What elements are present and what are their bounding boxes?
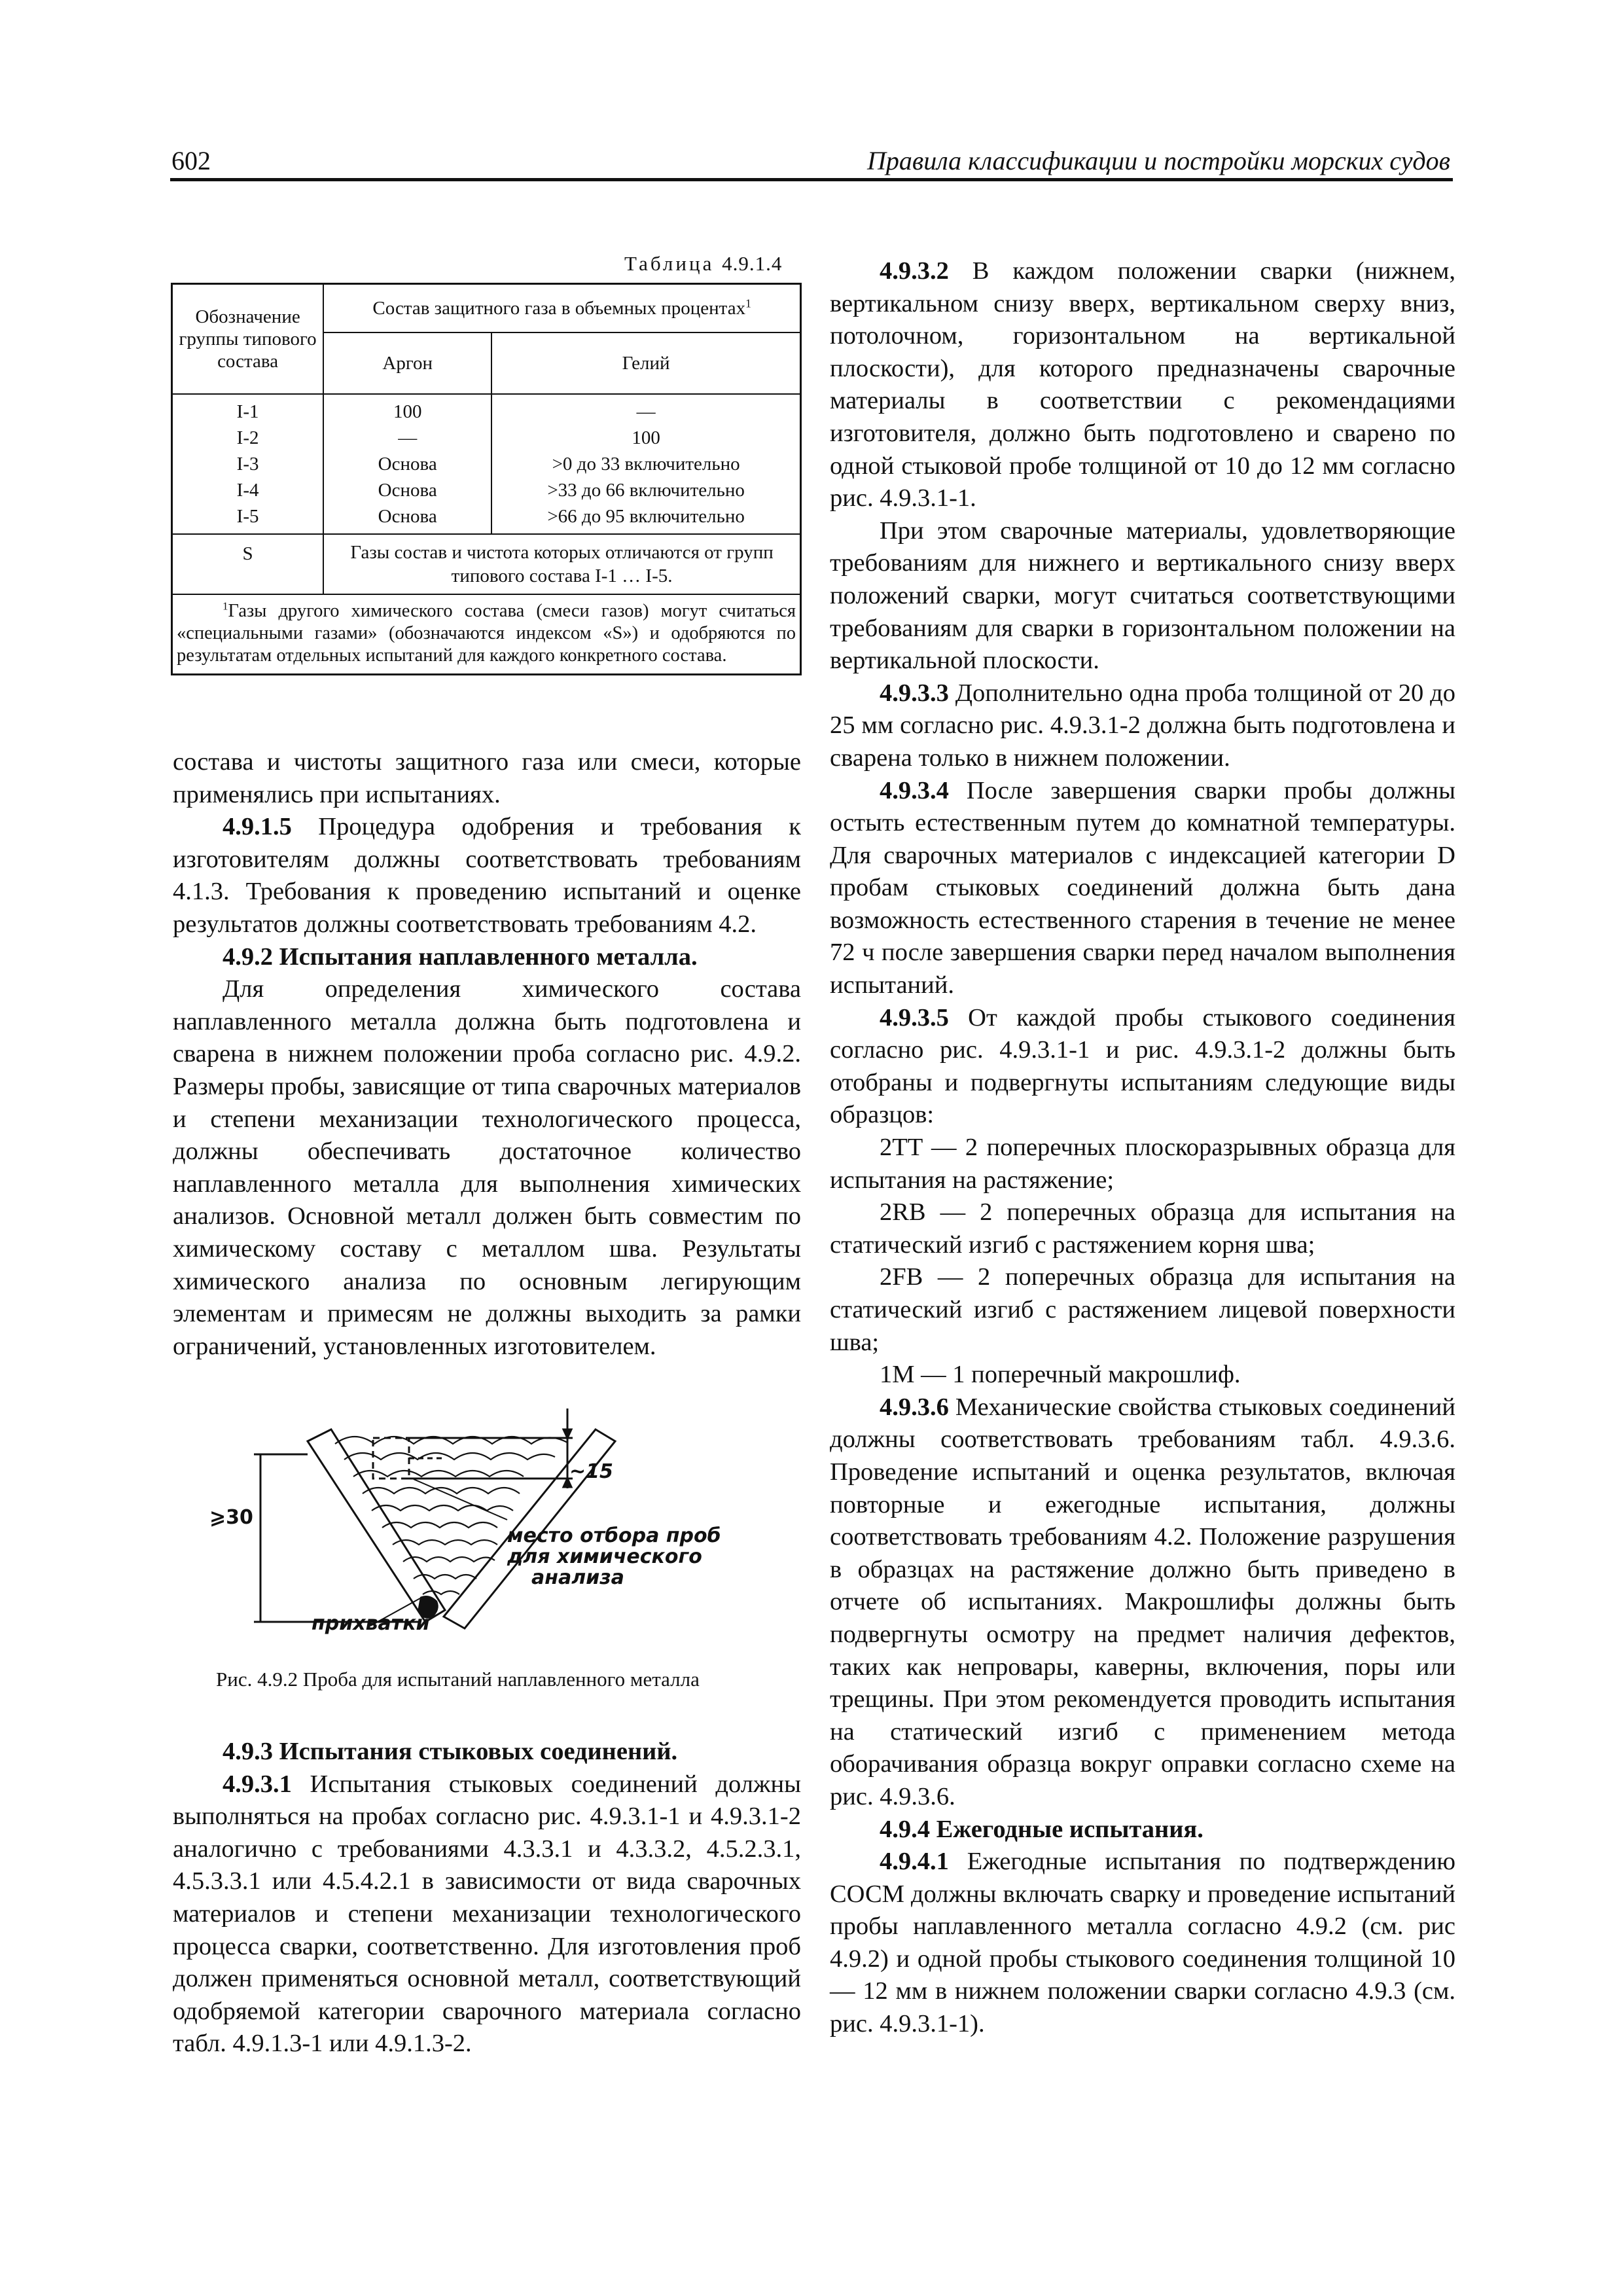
group-cell: I-2: [236, 427, 259, 448]
special-group-cell: S: [172, 534, 324, 594]
table-caption: [624, 252, 782, 276]
paragraph: При этом сварочные материалы, удовлетворяющие требованиям для нижнего и вертикального снизу вверх положений сварки, могут считаться соответствующими требованиям для сварки в горизонтальном положении на вертикальной плоскости.: [830, 516, 1455, 675]
tacks-label: прихватки: [312, 1612, 430, 1635]
group-cell: I-1: [236, 401, 259, 422]
col-header-argon: Аргон: [323, 332, 491, 394]
footnote-marker: 1: [223, 600, 228, 612]
paragraph: состава и чистоты защитного газа или смеси, которые применялись при испытаниях.: [173, 748, 801, 808]
helium-cell: >33 до 66 включительно: [547, 479, 745, 501]
paragraph: 4.9.3.4 После завершения сварки пробы должны остыть естественным путем до комнатной температуры. Для сварочных материалов с индексацией категории D пробам стыковых соединений должна быть дана возможность естественного старения в течение не менее 72 ч после завершения сварки перед началом выполнения испытаний.: [830, 776, 1455, 999]
helium-cell: >66 до 95 включительно: [547, 505, 745, 527]
section-heading: 4.9.4 Ежегодные испытания.: [880, 1815, 1204, 1843]
paragraph: 4.9.3.2 В каждом положении сварки (нижнем, вертикальном снизу вверх, вертикальном сверху вниз, потолочном, горизонтальном на вертикальной плоскости), для которого предназначены сварочные материалы в соответствии с рекомендациями изготовителя, должно быть подготовлено и сварено по одной стыковой пробе толщиной от 10 до 12 мм согласно рис. 4.9.3.1-1.: [830, 257, 1455, 512]
argon-cell: Основа: [378, 453, 437, 475]
table-footnote-text: Газы другого химического состава (смеси газов) могут считаться «специальными газами» (обозначаются индексом «S») и одобряются по результатам отдельных испытаний для каждого конкретного состава.: [177, 600, 796, 666]
clause-number: 4.9.1.5: [223, 813, 292, 841]
paragraph: 4.9.4.1 Ежегодные испытания по подтверждению СОСМ должны включать сварку и проведение испытаний пробы наплавленного металла согласно 4.9.2 (см. рис 4.9.2) и одной пробы стыкового соединения толщиной 10 — 12 мм в нижнем положении сварки согласно 4.9.3 (см. рис. 4.9.3.1-1).: [830, 1848, 1455, 2038]
clause-number: 4.9.3.5: [880, 1003, 949, 1031]
col-header-composition: Состав защитного газа в объемных процентах$^1$: [323, 284, 800, 332]
paragraph: Для определения химического состава наплавленного металла должна быть подготовлена и сварена в нижнем положении проба согласно рис. 4.9.2. Размеры пробы, зависящие от типа сварочных материалов и степени механизации технологического процесса, должны обеспечивать достаточное количество наплавленного металла для выполнения химических анализов. Основной металл должен быть совместим по химическому составу с металлом шва. Результаты химического анализа по основным легирующим элементам и примесям не должны выходить за рамки ограничений, установленных изготовителем.: [173, 975, 801, 1360]
helium-cell: 100: [632, 427, 660, 448]
argon-list: [323, 394, 491, 534]
left-column-lower: [173, 1736, 801, 2060]
paragraph: 4.9.3.5 От каждой пробы стыкового соединения согласно рис. 4.9.3.1-1 и рис. 4.9.3.1-2 должны быть отобраны и подвергнуты испытаниям следующие виды образцов:: [830, 1003, 1455, 1129]
table-footnote: [172, 594, 801, 675]
sample-label-line2: для химического: [507, 1545, 702, 1568]
list-item: 1M — 1 поперечный макрошлиф.: [880, 1361, 1241, 1389]
col-header-helium: Гелий: [491, 332, 800, 394]
right-column: [830, 255, 1455, 2041]
clause-number: 4.9.3.1: [223, 1770, 292, 1798]
table-caption-number: 4.9.1.4: [722, 252, 783, 275]
group-cell: I-4: [236, 479, 259, 501]
helium-cell: >0 до 33 включительно: [552, 453, 740, 475]
group-cell: I-3: [236, 453, 259, 475]
paragraph: 4.9.3.3 Дополнительно одна проба толщиной от 20 до 25 мм согласно рис. 4.9.3.1-2 должна быть подготовлена и сварена только в нижнем положении.: [830, 679, 1455, 772]
dim-label-15: ~15: [569, 1460, 613, 1483]
figure-4-9-2: [209, 1389, 746, 1664]
list-item: 2TT — 2 поперечных плоскоразрывных образца для испытания на растяжение;: [830, 1134, 1455, 1194]
paragraph: 4.9.3.1 Испытания стыковых соединений должны выполняться на пробах согласно рис. 4.9.3.1-1 и 4.9.3.1-2 аналогично с требованиями 4.3.3.1 и 4.3.3.2, 4.5.2.3.1, 4.5.3.3.1 или 4.5.4.2.1 в зависимости от вида сварочных материалов и степени механизации технологического процесса сварки, соответственно. Для изготовления проб должен применяться основной металл, соответствующий одобряемой категории сварочного материала согласно табл. 4.9.1.3-1 или 4.9.1.3-2.: [173, 1770, 801, 2058]
col-header-group: Обозначение группы типового состава: [172, 284, 324, 394]
dim-label-30: ⩾30: [209, 1506, 253, 1529]
clause-number: 4.9.3.2: [880, 257, 949, 285]
sample-label-line3: анализа: [531, 1566, 624, 1589]
footnote-marker: 1: [745, 296, 751, 310]
figure-caption: Рис. 4.9.2 Проба для испытаний наплавленного металла: [216, 1668, 700, 1691]
section-heading: 4.9.2 Испытания наплавленного металла.: [223, 942, 698, 971]
page-number: 602: [171, 146, 211, 175]
clause-number: 4.9.4.1: [880, 1848, 949, 1876]
gas-composition-table: [171, 283, 802, 675]
clause-number: 4.9.3.4: [880, 776, 949, 804]
left-column-upper: [173, 746, 801, 1363]
list-item: 2RB — 2 поперечных образца для испытания на статический изгиб с растяжением корня шва;: [830, 1198, 1455, 1259]
helium-list: [491, 394, 800, 534]
group-cell: I-5: [236, 505, 259, 527]
list-item: 2FB — 2 поперечных образца для испытания на статический изгиб с растяжением лицевой поверхности шва;: [830, 1263, 1455, 1356]
running-title: Правила классификации и постройки морских судов: [866, 146, 1450, 175]
section-heading: 4.9.3 Испытания стыковых соединений.: [223, 1738, 678, 1765]
argon-cell: —: [398, 427, 418, 448]
clause-number: 4.9.3.6: [880, 1393, 949, 1421]
argon-cell: 100: [393, 401, 422, 422]
header-rule: [170, 178, 1453, 181]
clause-number: 4.9.3.3: [880, 679, 949, 707]
paragraph: 4.9.1.5 Процедура одобрения и требования к изготовителям должны соответствовать требованиям 4.1.3. Требования к проведению испытаний и оценке результатов должны соответствовать требованиям 4.2.: [173, 813, 801, 938]
table-caption-word: Таблица: [624, 252, 715, 275]
sample-label-line1: место отбора проб: [507, 1524, 721, 1547]
special-group-desc: Газы состав и чистота которых отличаются от групп типового состава I-1 … I-5.: [323, 534, 800, 594]
helium-cell: —: [636, 401, 656, 422]
argon-cell: Основа: [378, 505, 437, 527]
argon-cell: Основа: [378, 479, 437, 501]
paragraph: 4.9.3.6 Механические свойства стыковых соединений должны соответствовать требованиям табл. 4.9.3.6. Проведение испытаний и оценка результатов, включая повторные и ежегодные испытания, должны соответствовать требованиям 4.2. Положение разрушения в образцах на растяжение должно быть приведено в отчете об испытаниях. Макрошлифы должны быть подвергнуты осмотру на предмет наличия дефектов, таких как непровары, каверны, включения, поры или трещины. При этом рекомендуется проводить испытания на статический изгиб с применением метода оборачивания образца вокруг оправки согласно схеме на рис. 4.9.3.6.: [830, 1393, 1455, 1810]
group-list: [172, 394, 324, 534]
